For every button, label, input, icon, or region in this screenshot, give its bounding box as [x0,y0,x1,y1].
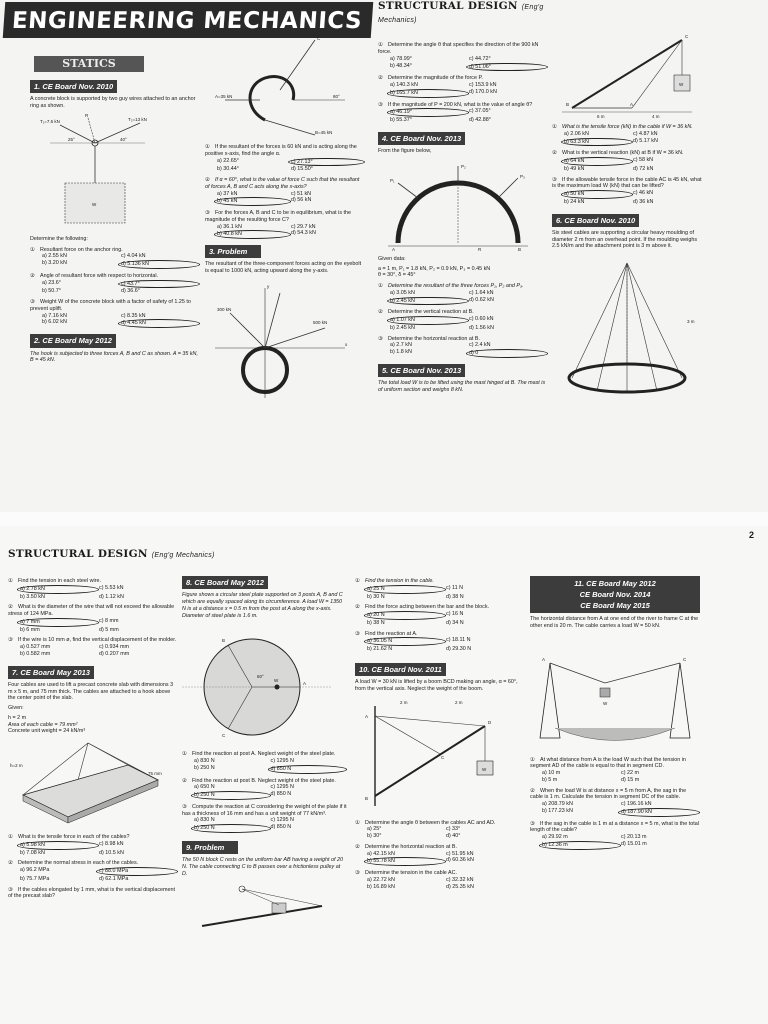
label-w: W [482,766,487,772]
answer-option: d) 15.01 m [621,840,647,847]
answer-option: c) 46 kN [633,190,654,196]
question-2: ② Angle of resultant force with respect to horizontal. [30,272,159,279]
answer-option: d) 850 N [270,791,292,798]
top-col-2 [205,30,365,403]
answer-option: b) 177.23 kN [542,807,573,814]
answer-option: d) 15.50° [291,166,313,173]
label-w: W [603,700,608,706]
options [8,841,178,857]
problem-text: The total load W is to be lifted using the mast hinged at B. The mast is of uniform section and weighs 8 kN. [378,380,546,393]
answer-option: a) 1.07 kN [387,316,469,325]
answer-option: b) 5 m [542,776,558,783]
options [378,342,548,358]
question-10: ① Determine the resultant of the three forces P₁, P₂ and P₃. [378,283,524,290]
answer-option: b) 49 kN [564,165,585,172]
label-w: W [274,678,279,684]
problem-text: Four cables are used to lift a precast concrete slab with dimensions 3 m x 5 m, and 75 mm thick. The cables are attached to a hook above the center point of the slab. [8,681,174,702]
section-heading: 1. CE Board Nov. 2010 [30,80,117,93]
answer-option: d) 40° [446,833,461,840]
answer-option: a) 0.527 mm [20,644,51,650]
question-1: ① Find the tension in each steel wire. [8,578,102,584]
label-b: B [365,795,369,801]
problem-text: The hook is subjected to three forces A, B and C as shown. A = 35 kN, B = 45 kN. [30,350,198,364]
answer-option: a) 7.16 kN [42,312,67,319]
anchor-ring-figure [30,113,190,233]
question-9: ③ Compute the reaction at C considering the weight of the plate if it has a thickness of 16 mm and has a unit weight of 77 kN/m³. [182,803,347,817]
answer-option: d) 5 mm [99,626,119,633]
answer-option: d) 0.207 mm [99,650,130,657]
label-d1: 2 m [400,699,408,705]
bottom-col-2 [182,576,347,936]
options [8,867,178,883]
answer-option: a) 25 N [364,585,446,594]
options [30,313,200,329]
section-heading: 2. CE Board May 2012 [30,334,116,347]
options [182,817,347,833]
answer-option: a) 78.99° [390,55,412,62]
answer-option: b) 165.7 kN [387,89,469,98]
question-17: ② When the load W is at distance x = 5 m from A, the sag in the cable is 1 m. Calculate the tension in segment DC of the cable. [530,787,687,801]
label-thickness: 75 mm [148,771,162,777]
answer-option: a) 22.65° [217,157,239,164]
label-b: B [222,638,226,644]
answer-option: c) 1295 N [270,817,294,824]
answer-option: d) 850 N [268,765,348,774]
label-angle: 80° [333,94,340,99]
answer-option: d) 25.35 kN [446,883,474,890]
answer-option: a) 36.05 N [364,637,446,646]
options [182,758,347,774]
label-a: A [303,681,307,687]
answer-option: c) 18.11 N [446,637,471,644]
label-x: x [345,341,348,347]
answer-option: b) 3.50 kN [20,593,45,600]
answer-option: a) 830 N [194,758,215,765]
answer-option: b) 45 kN [214,197,291,206]
label-c: C [222,733,226,739]
answer-option: c) 33° [446,826,461,833]
page-header: STRUCTURAL DESIGN (Eng'g Mechanics) [8,548,215,560]
given-line: Concrete unit weight = 24 kN/m³ [8,728,86,735]
answer-option: c) 196.16 kN [621,801,652,807]
answer-option: d) 4.45 kN [118,319,200,328]
statics-tag: STATICS [34,56,144,72]
answer-option: d) 15 m [621,776,640,783]
answer-option: a) 64 kN [561,157,633,166]
answer-option: a) 650 N [194,784,215,791]
answer-option: c) 32.32 kN [446,876,474,883]
answer-option: a) 2.78 kN [17,585,99,594]
problem-text: From the figure below, [378,148,432,155]
label-t2: T₂=13 kN [128,116,147,122]
label-d1: 6 m [597,114,605,119]
answer-option: b) 1.8 kN [390,349,412,356]
answer-option: b) 7.08 kN [20,849,45,856]
question-4: ① If the resultant of the forces is 60 kN and is acting along the positive x-axis, find the angle α. [205,144,357,157]
options [530,770,700,784]
answer-option: d) 1.12 kN [99,593,124,600]
top-col-1 [30,80,200,367]
answer-option: d) 62.1 MPa [99,875,129,882]
label-angle: 60° [257,674,264,680]
label-p1: P₁ [390,177,395,183]
section-heading: 11. CE Board May 2012 CE Board Nov. 2014 CE Board May 2015 [530,576,700,613]
options [552,157,702,173]
answer-option: b) 55.78 kN [364,857,446,866]
given-heading: Given: [8,705,24,712]
label-c: C [441,754,445,760]
instruction: Determine the following: [30,235,88,242]
answer-option: b) 2.45 kN [387,297,469,306]
answer-option: b) 6 mm [20,626,40,633]
answer-option: c) 22 m [621,770,639,776]
answer-option: a) 7 mm [17,618,99,627]
options [8,618,178,634]
label-b: B=45 kN [315,130,333,135]
label-y: y [267,283,270,289]
options [205,158,365,174]
question-13: ① What is the tensile force (kN) in the cable if W = 36 kN. [552,124,693,130]
answer-option: c) 4.04 kN [121,253,146,260]
problem-text: Six steel cables are supporting a circular heavy moulding of diameter 2 m from an overhead point. If the moulding weighs 2.5 kN/m and the attachment point is 3 m above it. [552,229,698,250]
question-5: ② Determine the normal stress in each of the cables. [8,860,139,867]
answer-option: d) 0 [466,349,548,358]
section-heading: 7. CE Board May 2013 [8,666,94,679]
section-heading: 6. CE Board Nov. 2010 [552,214,639,227]
options [378,108,548,124]
label-angle-2: 40° [120,136,127,142]
answer-option: b) 30 N [367,593,385,600]
section-heading: 9. Problem [182,841,238,854]
options [205,191,365,207]
label-a: A [542,656,546,662]
answer-option: d) 1.56 kN [469,324,494,331]
arch-figure [378,158,538,253]
options [355,637,525,653]
label-height: 3 m [687,319,695,325]
options [205,224,365,240]
label-a: A [392,246,396,252]
label-force-2: 500 kN [313,319,328,325]
answer-option: b) 30.44° [217,166,239,173]
question-11: ② Determine the vertical reaction at B. [378,309,474,316]
answer-option: c) 16 N [446,611,464,617]
answer-option: a) 46.19° [387,108,469,117]
bottom-col-1 [8,574,178,900]
section-heading: 10. CE Board Nov. 2011 [355,663,446,676]
label-force-1: 300 kN [217,306,232,312]
question-6: ③ If the cables elongated by 1 mm, what is the vertical displacement of the precast slab? [8,886,176,900]
options [30,253,200,269]
options [355,611,525,627]
answer-option: d) 10.5 kN [99,849,124,856]
problem-text: The horizontal distance from A at one end of the river to frame C at the other end is 20 m. The cable carries a load W = 50 kN. [530,616,699,629]
label-a: A [630,102,634,107]
options [355,585,525,601]
answer-option: d) 56 kN [291,197,312,204]
question-3: ③ If the wire is 10 mm ø, find the vertical displacement of the molder. [8,637,177,644]
answer-option: d) 36.6° [121,288,140,295]
answer-option: b) 250 N [191,824,271,833]
label-a: A=35 kN [215,94,233,99]
answer-option: a) 830 N [194,817,215,824]
options [378,56,548,72]
answer-option: b) 16.89 kN [367,883,395,890]
given-values: a = 1 m, P₁ = 1.8 kN, P₂ = 0.9 kN, P₃ = 0.45 kN [378,265,491,272]
answer-option: d) 0.62 kN [469,296,494,303]
label-r: R [478,246,482,252]
answer-option: c) 58 kN [633,157,654,163]
answer-option: c) 51 kN [291,190,312,197]
boom-figure [355,696,525,816]
answer-option: b) 40.8 kN [214,230,291,239]
question-6: ③ For the forces A, B and C to be in equilibrium, what is the magnitude of the resulting force C? [205,210,352,223]
label-c: C [683,656,687,662]
answer-option: c) 0.60 kN [469,316,494,323]
answer-option: c) 8 mm [99,617,119,624]
question-9: ③ If the magnitude of P = 200 kN, what is the value of angle θ? [378,101,533,108]
answer-option: a) 208.79 kN [542,801,573,807]
question-15: ③ Determine the tension in the cable AC. [355,870,457,877]
problem-text: The 50 N block C rests on the uniform bar AB having a weight of 20 N. The cable connecting C to B passes over a frictionless pulley at D. [182,857,344,877]
answer-option: c) 0.934 mm [99,644,129,650]
answer-option: c) 88.0 MPa [96,867,178,876]
answer-option: c) 20.13 m [621,834,647,840]
circular-plate-figure [182,622,342,747]
question-2: ② What is the diameter of the wire that will not exceed the allowable stress of 124 MPa. [8,604,175,617]
question-8: ② Determine the magnitude of the force P. [378,75,483,82]
question-7: ① Find the reaction at post A. Neglect weight of the steel plate. [182,751,336,758]
answer-option: d) 5.17 kN [633,137,658,144]
eyebolt-figure [205,278,355,403]
answer-option: c) 37.05° [469,108,491,115]
answer-option: a) 50 kN [561,190,633,199]
options [30,280,200,296]
bottom-col-4 [530,576,700,850]
answer-option: a) 10 m [542,770,561,776]
options [552,131,702,147]
answer-option: b) 30° [367,833,382,840]
answer-option: d) 34 N [446,619,464,626]
given-line: h = 2 m [8,714,27,721]
answer-option: a) 25° [367,826,382,833]
question-1: ① Resultant force on the anchor ring. [30,246,123,253]
answer-option: c) 8.98 kN [99,840,124,847]
page-gap [0,512,768,526]
question-18: ③ If the sag in the cable is 1 m at a distance x = 5 m, what is the total length of the cable? [530,820,699,834]
label-w: W [92,201,97,207]
options [530,801,700,817]
label-c: C [317,36,321,41]
label-angle-1: 25° [68,136,75,142]
answer-option: c) 29.7 kN [291,223,316,230]
hook-figure [205,30,355,140]
answer-option: c) 1.64 kN [469,289,494,296]
label-d2: 2 m [455,699,463,705]
answer-option: d) 850 N [270,824,292,831]
answer-option: a) 5.98 kN [17,841,99,850]
question-15: ③ If the allowable tensile force in the cable AC is 45 kN, what is the maximum load W (kN) that can be lifted? [552,176,702,190]
question-7: ① Determine the angle θ that specifies the direction of the 900 kN force. [378,42,539,55]
answer-option: c) 5.53 kN [99,584,124,591]
answer-option: c) 11 N [446,584,463,591]
answer-option: d) 170.0 kN [469,88,497,95]
answer-option: c) 4.87 kN [633,130,658,137]
label-r: R [85,112,89,118]
bottom-page [0,526,768,1024]
answer-option: a) 36.1 kN [217,223,242,230]
answer-option: d) 29.30 N [446,646,472,652]
given-heading: Given data: [378,255,406,262]
given-angles: θ = 30°, δ = 45° [378,272,416,279]
answer-option: a) 140.3 kN [390,82,418,88]
label-c: C [685,34,689,39]
label-t1: T₁=7.5 kN [40,118,60,124]
answer-option: b) 75.7 MPa [20,875,50,882]
answer-option: a) 2.7 kN [390,342,412,349]
answer-option: b) 55.37° [390,117,412,123]
question-11: ② Find the force acting between the bar and the block. [355,604,490,611]
answer-option: b) 2.45 kN [390,324,415,331]
options [8,585,178,601]
answer-option: a) 3.05 kN [390,289,415,296]
answer-option: a) 42.15 kN [367,850,395,857]
main-title-banner: ENGINEERING MECHANICS [3,2,374,38]
label-h: h=2 m [10,763,23,769]
problem-text: A load W = 30 kN is lifted by a boom BCD making an angle, α = 60°, from the vertical axis. Neglect the weight of the boom. [355,679,518,692]
answer-option: a) 23.6° [42,279,61,286]
answer-option: b) 50.7° [42,288,61,295]
answer-option: c) 27.13° [288,158,365,167]
section-heading: 5. CE Board Nov. 2013 [378,364,465,377]
answer-option: a) 37 kN [217,190,238,197]
answer-option: d) 60.36 kN [446,857,474,864]
question-3: ③ Weight W of the concrete block with a factor of safety of 1.25 to prevent uplift. [30,299,191,312]
answer-option: c) 1295 N [270,784,294,791]
question-12: ③ Determine the horizontal reaction at B. [378,335,480,342]
options [355,877,525,891]
label-d2: 4 m [652,114,660,119]
answer-option: b) 250 N [191,791,271,800]
answer-option: d) 187.90 kN [618,808,700,817]
label-d: D [488,719,492,725]
answer-option: a) 29.92 m [542,834,568,840]
bar-block-figure [182,881,342,936]
answer-option: d) 72 kN [633,165,654,172]
moulding-figure [552,253,702,403]
question-14: ② What is the vertical reaction (kN) at B if W = 36 kN. [552,150,684,157]
options [378,82,548,98]
answer-option: d) 51.06° [466,63,548,72]
answer-option: b) 250 N [194,764,215,771]
options [182,784,347,800]
answer-option: c) 51.95 kN [446,850,474,857]
given-line: Area of each cable = 79 mm² [8,721,78,728]
question-16: ① At what distance from A is the load W such that the tension in segment AD of the cable is equal to that in segment CD. [530,756,686,770]
question-14: ② Determine the horizontal reaction at B. [355,843,457,850]
question-4: ① What is the tensile force in each of the cables? [8,834,130,841]
answer-option: d) 5.136 kN [118,260,200,269]
page-number: 2 [748,530,754,540]
answer-option: c) 2.4 kN [469,342,491,349]
question-5: ② If α = 60°, what is the value of force C such that the resultant of forces A, B and C acts along the x-axis? [205,177,360,190]
answer-option: b) 63.3 kN [561,138,633,147]
options [355,826,525,840]
top-col-3 [378,0,548,397]
answer-option: b) 12.36 m [539,841,621,850]
answer-option: b) 3.20 kN [42,260,67,267]
options [552,190,702,206]
problem-text: A concrete block is supported by two guy wires attached to an anchor ring as shown. [30,96,196,110]
problem-text: Figure shows a circular steel plate supported on 3 posts A, B and C which are equally spaced along its circumference. A load W = 1350 N is at a distance x = 0.5 m from the post at A along the x-axis. Diameter of steel plate is 1.6 m. [182,592,343,619]
problem-text: The resultant of the three-component forces acting on the eyebolt is equal to 1000 kN, acting upward along the y-axis. [205,261,362,275]
label-b: B [518,246,522,252]
answer-option: b) 6.02 kN [42,319,67,326]
answer-option: c) 153.9 kN [469,82,497,88]
answer-option: b) 38 N [367,619,385,626]
answer-option: c) 8.35 kN [121,312,146,319]
question-8: ② Find the reaction at post B. Neglect weight of the steel plate. [182,777,336,784]
bottom-col-3 [355,574,525,890]
label-w: W [679,82,684,87]
slab-figure [8,735,178,830]
label-a: A [365,713,369,719]
answer-option: a) 2.55 kN [42,253,67,260]
answer-option: d) 42.88° [469,117,491,123]
section-heading: 8. CE Board May 2012 [182,576,268,589]
answer-option: d) 36 kN [633,198,654,205]
answer-option: a) 22.72 kN [367,876,395,883]
answer-option: c) 43.7° [118,280,200,289]
options [355,851,525,867]
answer-option: d) 38 N [446,593,464,600]
cable-bridge-figure [530,633,700,753]
answer-option: a) 96.2 MPa [20,867,50,874]
answer-option: a) 20 N [364,611,446,620]
answer-option: b) 24 kN [564,198,585,205]
label-p2: P₂ [461,163,466,169]
options [378,290,548,306]
page-header: STRUCTURAL DESIGN (Eng'g Mechanics) [378,0,544,25]
answer-option: d) 54.3 kN [291,230,316,237]
answer-option: b) 21.62 N [367,646,393,652]
section-heading: 3. Problem [205,245,261,258]
mast-figure [552,20,702,120]
label-p3: P₃ [520,173,525,179]
options [8,644,178,658]
answer-option: b) 0.582 mm [20,650,51,657]
options [530,834,700,850]
answer-option: a) 2.06 kN [564,130,589,137]
answer-option: b) 48.34° [390,62,412,69]
options [378,316,548,332]
answer-option: c) 44.72° [469,55,491,62]
section-heading: 4. CE Board Nov. 2013 [378,132,465,145]
question-13: ① Determine the angle θ between the cables AC and AD. [355,819,496,826]
top-col-4 [552,20,702,403]
question-10: ① Find the tension in the cable. [355,578,434,584]
answer-option: c) 1295 N [270,758,294,765]
question-12: ③ Find the reaction at A. [355,630,418,637]
label-b: B [566,102,570,107]
